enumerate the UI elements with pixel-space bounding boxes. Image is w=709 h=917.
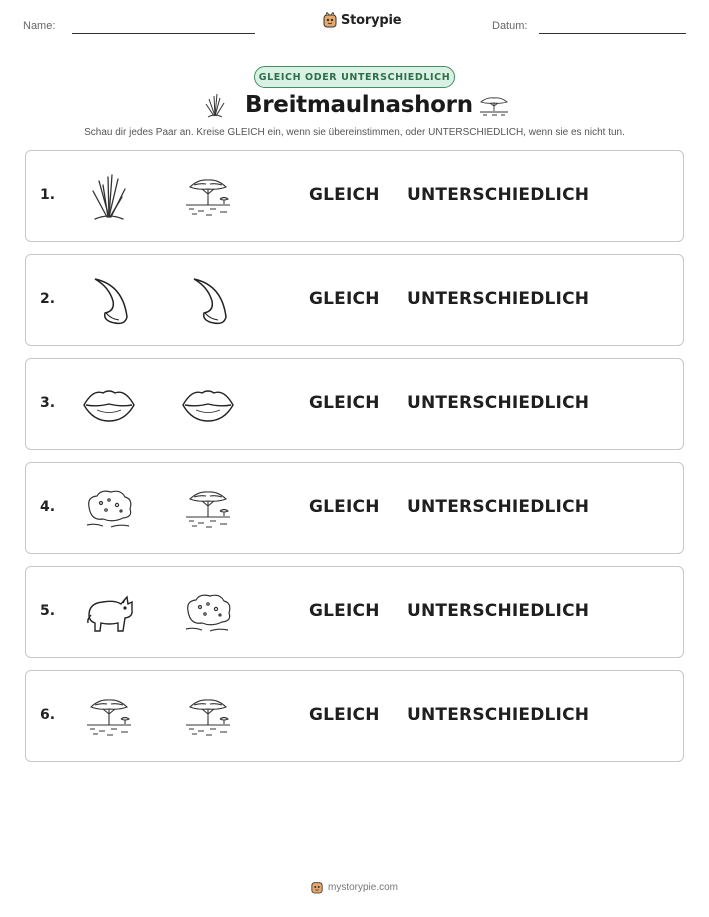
option-same[interactable]: GLEICH xyxy=(309,497,380,517)
row-number: 5. xyxy=(40,603,56,619)
pair-row xyxy=(25,254,684,346)
option-different[interactable]: UNTERSCHIEDLICH xyxy=(407,393,590,413)
brand-logo xyxy=(323,12,401,28)
instructions: Schau dir jedes Paar an. Kreise GLEICH ein, wenn sie übereinstimmen, oder UNTERSCHIEDLICH, wenn sie es nicht tun. xyxy=(84,127,625,138)
storypie-mascot-icon xyxy=(323,12,337,28)
name-label: Name: xyxy=(23,20,56,32)
option-different[interactable]: UNTERSCHIEDLICH xyxy=(407,497,590,517)
mud-puddle-icon xyxy=(180,585,236,641)
savanna-tree-icon xyxy=(81,689,137,745)
grass-tuft-icon xyxy=(203,90,227,120)
pair-row xyxy=(25,462,684,554)
row-number: 1. xyxy=(40,187,56,203)
footer xyxy=(0,880,709,894)
storypie-mascot-icon xyxy=(311,880,323,894)
row-number: 3. xyxy=(40,395,56,411)
lips-icon xyxy=(81,377,137,433)
option-different[interactable]: UNTERSCHIEDLICH xyxy=(407,289,590,309)
option-different[interactable]: UNTERSCHIEDLICH xyxy=(407,601,590,621)
row-number: 4. xyxy=(40,499,56,515)
brand-name: Storypie xyxy=(341,12,402,28)
rhino-icon xyxy=(81,585,137,641)
worksheet-tag: GLEICH ODER UNTERSCHIEDLICH xyxy=(254,66,455,88)
pair-row xyxy=(25,150,684,242)
horn-icon xyxy=(180,273,236,329)
pair-row xyxy=(25,358,684,450)
page-title: Breitmaulnashorn xyxy=(245,92,473,118)
option-different[interactable]: UNTERSCHIEDLICH xyxy=(407,705,590,725)
savanna-tree-icon xyxy=(180,481,236,537)
name-field[interactable] xyxy=(72,33,255,34)
footer-site[interactable]: mystorypie.com xyxy=(327,881,398,893)
mud-puddle-icon xyxy=(81,481,137,537)
row-number: 2. xyxy=(40,291,56,307)
option-same[interactable]: GLEICH xyxy=(309,705,380,725)
option-same[interactable]: GLEICH xyxy=(309,601,380,621)
option-different[interactable]: UNTERSCHIEDLICH xyxy=(407,185,590,205)
savanna-tree-icon xyxy=(180,169,236,225)
pair-row xyxy=(25,670,684,762)
option-same[interactable]: GLEICH xyxy=(309,393,380,413)
savanna-tree-icon xyxy=(478,94,510,118)
option-same[interactable]: GLEICH xyxy=(309,289,380,309)
lips-icon xyxy=(180,377,236,433)
horn-icon xyxy=(81,273,137,329)
grass-tuft-icon xyxy=(81,169,137,225)
pair-row xyxy=(25,566,684,658)
option-same[interactable]: GLEICH xyxy=(309,185,380,205)
date-field[interactable] xyxy=(539,33,686,34)
savanna-tree-icon xyxy=(180,689,236,745)
row-number: 6. xyxy=(40,707,56,723)
date-label: Datum: xyxy=(492,20,528,32)
